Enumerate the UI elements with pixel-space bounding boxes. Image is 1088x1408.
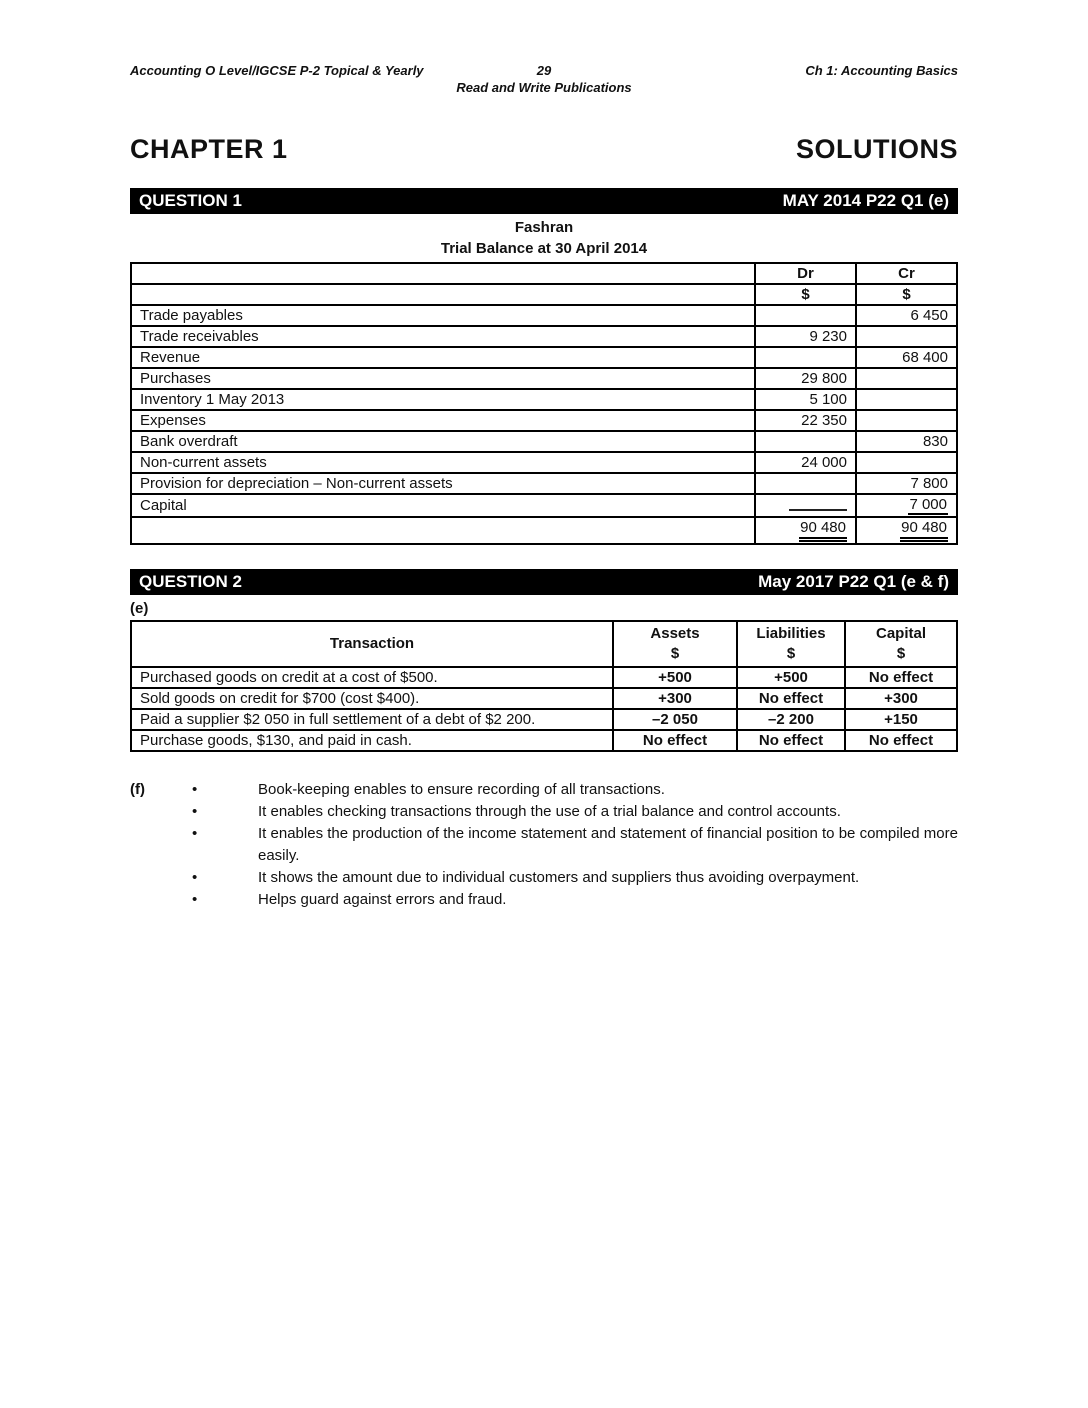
cr-currency: $ (856, 284, 957, 305)
currency-row (131, 284, 957, 305)
part-e-label: (e) (130, 600, 149, 617)
header-book-title: Accounting O Level/IGCSE P-2 Topical & Yearly (130, 63, 424, 78)
account-label: Non-current assets (131, 452, 755, 473)
account-label: Trade receivables (131, 326, 755, 347)
liabilities-effect: No effect (737, 688, 845, 709)
bullet-text: It enables checking transactions through the use of a trial balance and control accounts. (258, 803, 841, 820)
account-label: Purchases (131, 368, 755, 389)
part-f-section (130, 779, 958, 911)
blank-total-rule (789, 497, 847, 511)
assets-currency: $ (670, 645, 680, 662)
dr-value: 24 000 (755, 452, 856, 473)
cr-value (856, 368, 957, 389)
assets-effect: –2 050 (613, 709, 737, 730)
bullet-icon: • (192, 891, 198, 908)
list-item (192, 801, 958, 823)
table-row (131, 688, 957, 709)
table-row (131, 730, 957, 751)
dr-total-rule (755, 494, 856, 517)
table-row-capital (131, 494, 957, 517)
table-row (131, 709, 957, 730)
dr-value (755, 305, 856, 326)
table-header-row (131, 263, 957, 284)
bullet-text: It shows the amount due to individual customers and suppliers thus avoiding overpayment. (258, 869, 860, 886)
liabilities-currency: $ (786, 645, 796, 662)
transaction-effects-table (130, 620, 958, 752)
question1-label: QUESTION 1 (139, 191, 242, 210)
publisher-name: Read and Write Publications (456, 80, 632, 95)
running-header (130, 62, 958, 96)
blank-cell (131, 263, 755, 284)
liabilities-effect: No effect (737, 730, 845, 751)
table-row (131, 326, 957, 347)
bullet-icon: • (192, 803, 198, 820)
bullet-icon: • (192, 825, 198, 842)
cr-value: 830 (856, 431, 957, 452)
cr-value: 7 000 (856, 494, 957, 517)
dr-column-header: Dr (755, 263, 856, 284)
capital-effect: +300 (845, 688, 957, 709)
bullet-icon: • (192, 781, 198, 798)
table-row (131, 473, 957, 494)
bullet-text: It enables the production of the income statement and statement of financial position to be compiled more easily. (258, 825, 958, 864)
liabilities-effect: –2 200 (737, 709, 845, 730)
account-label: Capital (131, 494, 755, 517)
list-item (192, 867, 958, 889)
table-row (131, 667, 957, 688)
cr-value: 68 400 (856, 347, 957, 368)
statement-title: Trial Balance at 30 April 2014 (440, 240, 648, 257)
question2-banner (130, 569, 958, 595)
dr-value (755, 431, 856, 452)
bullet-text: Helps guard against errors and fraud. (258, 891, 507, 908)
table-row (131, 410, 957, 431)
assets-effect: +300 (613, 688, 737, 709)
bullet-icon: • (192, 869, 198, 886)
page-number: 29 (536, 63, 552, 78)
table-row (131, 431, 957, 452)
assets-column-header: Assets $ (613, 621, 737, 667)
dr-value: 5 100 (755, 389, 856, 410)
cr-value: 7 800 (856, 473, 957, 494)
question1-banner (130, 188, 958, 214)
liabilities-column-header: Liabilities $ (737, 621, 845, 667)
cr-value (856, 389, 957, 410)
transaction-text: Purchase goods, $130, and paid in cash. (131, 730, 613, 751)
table-row (131, 347, 957, 368)
account-label: Inventory 1 May 2013 (131, 389, 755, 410)
transaction-text: Paid a supplier $2 050 in full settlement of a debt of $2 200. (131, 709, 613, 730)
capital-effect: No effect (845, 667, 957, 688)
table-row (131, 305, 957, 326)
totals-row (131, 517, 957, 544)
capital-effect: No effect (845, 730, 957, 751)
cr-value: 6 450 (856, 305, 957, 326)
transaction-text: Sold goods on credit for $700 (cost $400). (131, 688, 613, 709)
table-row (131, 452, 957, 473)
table-header-row (131, 621, 957, 667)
dr-value (755, 473, 856, 494)
account-label: Bank overdraft (131, 431, 755, 452)
cr-value (856, 452, 957, 473)
dr-total: 90 480 (755, 517, 856, 544)
cr-value (856, 410, 957, 431)
account-label: Trade payables (131, 305, 755, 326)
question2-label: QUESTION 2 (139, 572, 242, 591)
table-row (131, 389, 957, 410)
dr-currency: $ (755, 284, 856, 305)
trial-balance-titles (130, 217, 958, 259)
blank-cell (131, 284, 755, 305)
list-item (192, 823, 958, 867)
account-label: Expenses (131, 410, 755, 431)
account-label: Revenue (131, 347, 755, 368)
header-chapter-ref: Ch 1: Accounting Basics (805, 63, 959, 78)
bullet-list (192, 779, 958, 911)
question2-exam-ref: May 2017 P22 Q1 (e & f) (758, 572, 949, 591)
cr-total: 90 480 (856, 517, 957, 544)
capital-column-header: Capital $ (845, 621, 957, 667)
chapter-title: CHAPTER 1 (130, 134, 288, 164)
question1-exam-ref: MAY 2014 P22 Q1 (e) (782, 191, 949, 210)
part-f-label: (f) (130, 781, 145, 798)
bullet-text: Book-keeping enables to ensure recording of all transactions. (258, 781, 665, 798)
list-item (192, 779, 958, 801)
header-center (456, 62, 631, 96)
solutions-title: SOLUTIONS (795, 134, 958, 164)
blank-cell (131, 517, 755, 544)
dr-value (755, 347, 856, 368)
liabilities-effect: +500 (737, 667, 845, 688)
list-item (192, 889, 958, 911)
transaction-text: Purchased goods on credit at a cost of $500. (131, 667, 613, 688)
chapter-row (130, 134, 958, 164)
assets-effect: +500 (613, 667, 737, 688)
entity-name: Fashran (514, 219, 574, 236)
cr-value (856, 326, 957, 347)
table-row (131, 368, 957, 389)
cr-column-header: Cr (856, 263, 957, 284)
trial-balance-table (130, 262, 958, 545)
capital-currency: $ (896, 645, 906, 662)
dr-value: 9 230 (755, 326, 856, 347)
capital-effect: +150 (845, 709, 957, 730)
account-label: Provision for depreciation – Non-current assets (131, 473, 755, 494)
assets-effect: No effect (613, 730, 737, 751)
transaction-column-header: Transaction (131, 621, 613, 667)
dr-value: 22 350 (755, 410, 856, 431)
dr-value: 29 800 (755, 368, 856, 389)
